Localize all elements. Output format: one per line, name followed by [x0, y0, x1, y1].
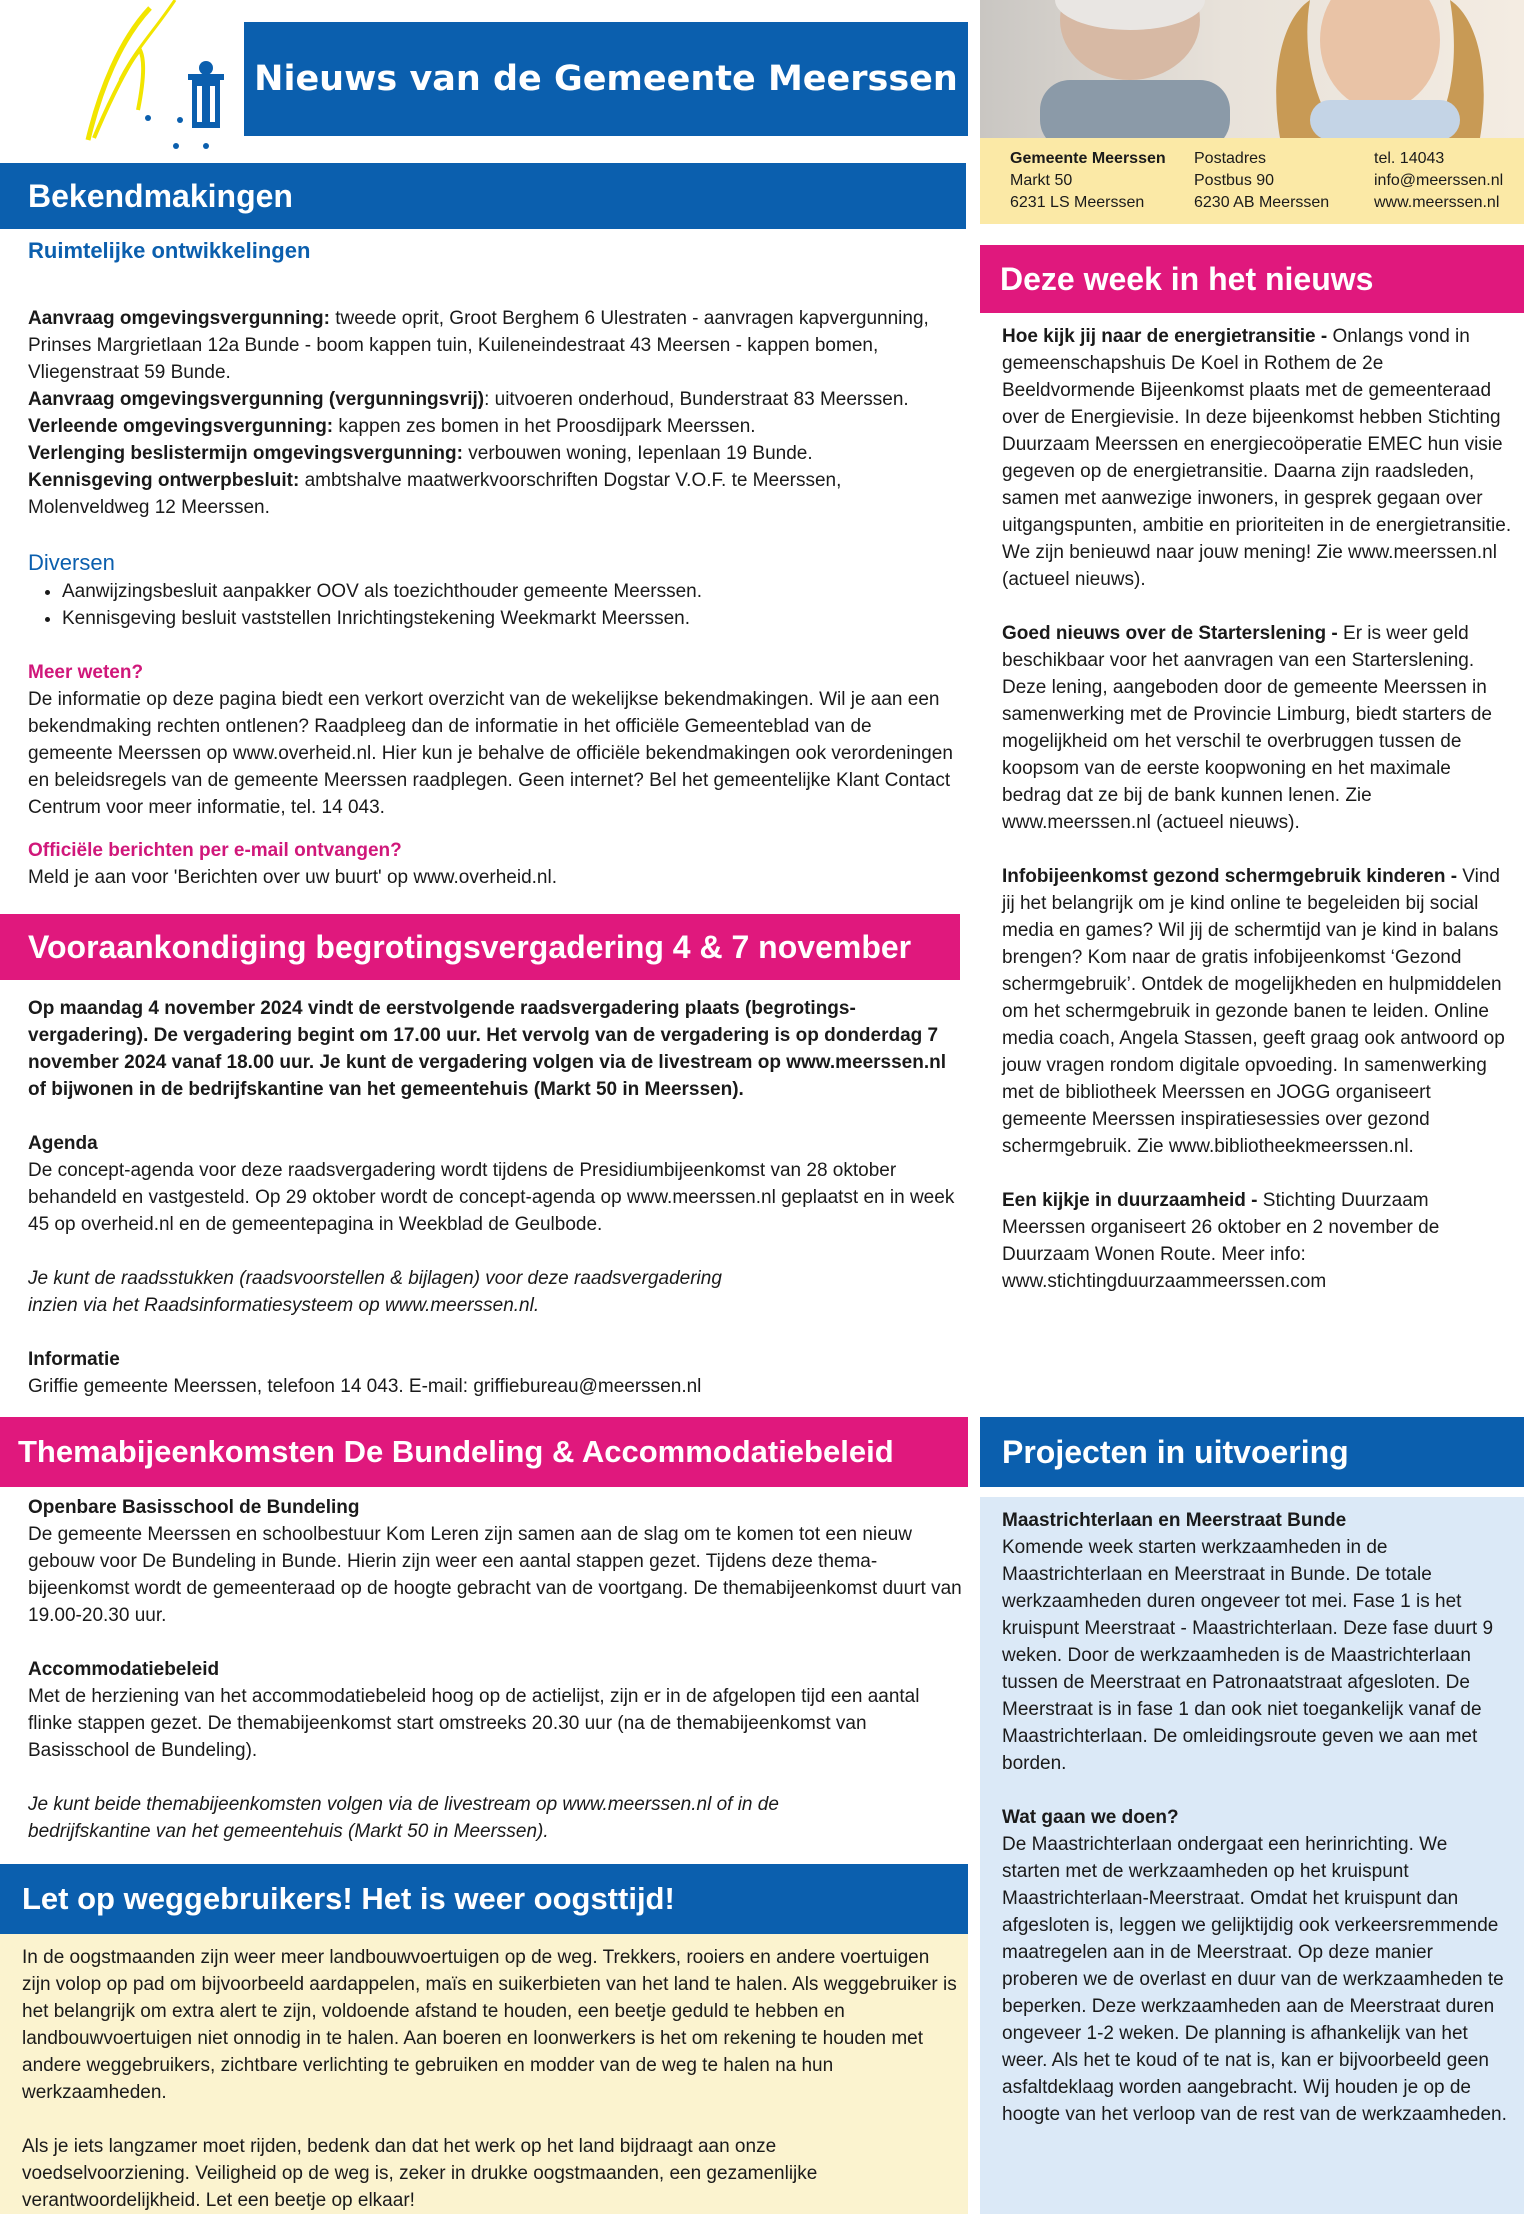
- nieuws-item: Een kijkje in duurzaamheid - Stichting Duurzaam Meerssen organiseert 26 oktober en 2 november de Duurzaam Wonen Route. Meer info: www.stichtingduurzaammeerssen.com: [1002, 1190, 1440, 1292]
- bekend-item: Aanvraag omgevingsvergunning (vergunningsvrij): uitvoeren onderhoud, Bunderstraat 83 Meerssen.: [28, 389, 909, 410]
- contact-postal-city: 6230 AB Meerssen: [1194, 194, 1330, 211]
- maastrichterlaan-text: Komende week starten werkzaamheden in de Maastrichterlaan en Meerstraat in Bunde. De totale werkzaamheden duren ongeveer tot mei. Fase 1 is het kruispunt Meerstraat - Maastrichterlaan. Deze fase duurt 9 weken. Door de werkzaamheden is de Maastrichterlaan tussen de Meerstraat en Patronaatstraat afgesloten. De Meerstraat is in fase 1 dan ook niet toegankelijk vanaf de Maastrichterlaan. De omleidingsroute geven we aan met borden.: [1002, 1537, 1494, 1774]
- oogst-text-1: In de oogstmaanden zijn weer meer landbouwvoertuigen op de weg. Trekkers, rooiers en andere voertuigen zijn volop op pad om bijvoorbeeld aardappelen, maïs en suikerbieten van het land te halen. Als weggebruiker is het belangrijk om extra alert te zijn, voldoende afstand te houden, een beetje geduld te hebben en landbouwvoertuigen niet onnodig in te halen. Aan boeren en loonwerkers is het om rekening te houden met andere weggebruikers, zichtbare verlichting te gebruiken en modder van de weg te halen na hun werkzaamheden.: [22, 1947, 957, 2103]
- projecten-band: [980, 1417, 1524, 1487]
- thema-band: [0, 1417, 968, 1487]
- begroting-title: Vooraankondiging begrotingsvergadering 4 & 7 november: [28, 928, 912, 965]
- email-text: Meld je aan voor 'Berichten over uw buurt' op www.overheid.nl.: [28, 867, 557, 888]
- agenda-heading: Agenda: [28, 1133, 98, 1154]
- oogst-content: [0, 1934, 968, 2214]
- projecten-content: [980, 1497, 1524, 2214]
- header-banner: [244, 22, 968, 136]
- begroting-content: [28, 995, 968, 1400]
- wat-gaan-we-doen-heading: Wat gaan we doen?: [1002, 1807, 1179, 1828]
- nieuws-item: Hoe kijk jij naar de energietransitie - Onlangs vond in gemeenschapshuis De Koel in Rothem de 2e Beeldvormende Bijeenkomst plaats met de gemeenteraad over de Energievisie. In deze bijeenkomst hebben Stichting Duurzaam Meerssen en energiecoöperatie EMEC hun visie gegeven op de energietransitie. Daarna zijn raadsleden, samen met aanwezige inwoners, in gesprek gegaan over uitgangspunten, ambitie en prioriteiten in de energietransitie. We zijn benieuwd naar jouw mening! Zie www.meerssen.nl (actueel nieuws).: [1002, 326, 1512, 590]
- bekend-item: Verleende omgevingsvergunning: kappen zes bomen in het Proosdijpark Meerssen.: [28, 416, 756, 437]
- nieuws-band: [980, 245, 1524, 313]
- bekendmakingen-title: Bekendmakingen: [28, 177, 293, 214]
- oogst-text-2: Als je iets langzamer moet rijden, bedenk dan dat het werk op het land bijdraagt aan onze voedselvoorziening. Veiligheid op de weg is, zeker in drukke oogstmaanden, een gezamenlijke verantwoordelijkheid. Let een beetje op elkaar!: [22, 2136, 818, 2211]
- contact-street: Markt 50: [1010, 172, 1073, 189]
- begroting-intro: Op maandag 4 november 2024 vindt de eerstvolgende raadsvergadering plaats (begrotings-vergadering). De vergadering begint om 17.00 uur. Het vervolg van de vergadering is op donderdag 7 november 2024 vanaf 18.00 uur. Je kunt de vergadering volgen via de livestream op www.meerssen.nl of bijwonen in de bedrijfskantine van het gemeentehuis (Markt 50 in Meerssen).: [28, 998, 947, 1100]
- meer-weten-heading: Meer weten?: [28, 662, 144, 683]
- contact-col-postal: [1194, 148, 1374, 224]
- meer-weten-text: De informatie op deze pagina biedt een verkort overzicht van de wekelijkse bekendmakingen. Wil je aan een bekendmaking rechten ontlenen? Raadpleeg dan de informatie in het officiële Gemeenteblad van de gemeente Meerssen op www.overheid.nl. Hier kun je behalve de officiële bekendmakingen ook verordeningen en beleidsregels van de gemeente Meerssen raadplegen. Geen internet? Bel het gemeentelijke Klant Contact Centrum voor meer informatie, tel. 14 043.: [28, 689, 953, 818]
- list-item: • Kennisgeving besluit vaststellen Inrichtingstekening Weekmarkt Meerssen.: [62, 605, 958, 632]
- nieuws-item: Goed nieuws over de Starterslening - Er is weer geld beschikbaar voor het aanvragen van een Starterslening. Deze lening, aangeboden door de gemeente Meerssen in samenwerking met de Provincie Limburg, biedt starters de mogelijkheid om het verschil te overbruggen tussen de koopsom van de eerste koopwoning en het maximale bedrag dat ze bij de bank kunnen lenen. Zie www.meerssen.nl (actueel nieuws).: [1002, 623, 1493, 833]
- contact-col-address: [1010, 148, 1194, 224]
- header-photo: [980, 0, 1524, 138]
- ruimtelijke-heading: Ruimtelijke ontwikkelingen: [28, 238, 311, 263]
- contact-website[interactable]: www.meerssen.nl: [1374, 194, 1500, 211]
- contact-phone: tel. 14043: [1374, 150, 1445, 167]
- thema-title: Themabijeenkomsten De Bundeling & Accommodatiebeleid: [18, 1434, 894, 1469]
- bundeling-text: De gemeente Meerssen en schoolbestuur Kom Leren zijn samen aan de slag om te komen tot een nieuw gebouw voor De Bundeling in Bunde. Hierin zijn weer een aantal stappen gezet. Tijdens deze thema-bijeenkomst wordt de gemeenteraad op de hoogte gebracht van de voortgang. De themabijeenkomst duurt van 19.00-20.30 uur.: [28, 1524, 962, 1626]
- email-heading: Officiële berichten per e-mail ontvangen?: [28, 840, 402, 861]
- contact-postbus: Postbus 90: [1194, 172, 1275, 189]
- bekend-item: Verlenging beslistermijn omgevingsvergunning: verbouwen woning, Iepenlaan 19 Bunde.: [28, 443, 813, 464]
- contact-city: 6231 LS Meerssen: [1010, 194, 1145, 211]
- list-item: • Aanwijzingsbesluit aanpakker OOV als toezichthouder gemeente Meerssen.: [62, 578, 958, 605]
- oogst-title: Let op weggebruikers! Het is weer oogsttijd!: [22, 1881, 675, 1916]
- bekendmakingen-band: [0, 163, 966, 229]
- nieuws-content: [1002, 323, 1512, 1295]
- nieuws-title: Deze week in het nieuws: [1000, 260, 1374, 297]
- municipality-logo: [80, 0, 240, 155]
- accommodatie-heading: Accommodatiebeleid: [28, 1659, 220, 1680]
- informatie-text: Griffie gemeente Meerssen, telefoon 14 043. E-mail: griffiebureau@meerssen.nl: [28, 1376, 702, 1397]
- diversen-heading: Diversen: [28, 550, 115, 575]
- begroting-band: [0, 914, 960, 980]
- livestream-text: Je kunt beide themabijeenkomsten volgen via de livestream op www.meerssen.nl of in de bedrijfskantine van het gemeentehuis (Markt 50 in Meerssen).: [28, 1794, 779, 1842]
- wat-gaan-we-doen-text: De Maastrichterlaan ondergaat een herinrichting. We starten met de werkzaamheden op het kruispunt Maastrichterlaan-Meerstraat. Omdat het kruispunt dan afgesloten is, leggen we gelijktijdig ook verkeersremmende maatregelen aan in de Meerstraat. Op deze manier proberen we de overlast en duur van de werkzaamheden te beperken. Deze werkzaamheden aan de Meerstraat duren ongeveer 1-2 weken. De planning is afhankelijk van het weer. Als het te koud of te nat is, kan er bijvoorbeeld geen asfaltdeklaag worden aangebracht. Wij houden je op de hoogte van het verloop van de rest van de werkzaamheden.: [1002, 1834, 1507, 2125]
- nieuws-item: Infobijeenkomst gezond schermgebruik kinderen - Vind jij het belangrijk om je kind online te begeleiden bij social media en games? Wil jij de schermtijd van je kind in balans brengen? Kom naar de gratis infobijeenkomst ‘Gezond schermgebruik’. Ontdek de mogelijkheden en hulpmiddelen om het schermgebruik in gezonde banen te leiden. Online media coach, Angela Stassen, geeft graag ook antwoord op jouw vragen rondom digitale opvoeding. In samenwerking met de bibliotheek Meerssen en JOGG organiseert gemeente Meerssen inspiratiesessies over gezond schermgebruik. Zie www.bibliotheekmeerssen.nl.: [1002, 866, 1505, 1157]
- maastrichterlaan-heading: Maastrichterlaan en Meerstraat Bunde: [1002, 1510, 1347, 1531]
- contact-col-online: [1374, 148, 1503, 224]
- bekend-item: Aanvraag omgevingsvergunning: tweede oprit, Groot Berghem 6 Ulestraten - aanvragen kapvergunning, Prinses Margrietlaan 12a Bunde - boom kappen tuin, Kuileneindestraat 43 Meersen - kappen bomen, Vliegenstraat 59 Bunde.: [28, 308, 929, 383]
- bekend-item: Kennisgeving ontwerpbesluit: ambtshalve maatwerkvoorschriften Dogstar V.O.F. te Meerssen, Molenveldweg 12 Meerssen.: [28, 470, 842, 518]
- oogst-band: [0, 1864, 968, 1934]
- raadsstukken-text: Je kunt de raadsstukken (raadsvoorstellen & bijlagen) voor deze raadsvergadering inzien via het Raadsinformatiesysteem op www.meerssen.nl.: [28, 1268, 722, 1316]
- header-title: Nieuws van de Gemeente Meerssen: [254, 59, 958, 99]
- accommodatie-text: Met de herziening van het accommodatiebeleid hoog op de actielijst, zijn er in de afgelopen tijd een aantal flinke stappen gezet. De themabijeenkomst start omstreeks 20.30 uur (na de themabijeenkomst van Basisschool de Bundeling).: [28, 1686, 920, 1761]
- agenda-text: De concept-agenda voor deze raadsvergadering wordt tijdens de Presidiumbijeenkomst van 28 oktober behandeld en vastgesteld. Op 29 oktober wordt de concept-agenda op www.meerssen.nl geplaatst en in week 45 op overheid.nl en de gemeentepagina in Weekblad de Geulbode.: [28, 1160, 955, 1235]
- bekendmakingen-content: [28, 236, 958, 891]
- thema-content: [28, 1494, 963, 1845]
- contact-name: Gemeente Meerssen: [1010, 150, 1166, 167]
- diversen-list: [28, 578, 958, 632]
- contact-email[interactable]: info@meerssen.nl: [1374, 172, 1504, 189]
- bundeling-heading: Openbare Basisschool de Bundeling: [28, 1497, 360, 1518]
- contact-block: [980, 138, 1524, 224]
- contact-postal-label: Postadres: [1194, 150, 1267, 167]
- projecten-title: Projecten in uitvoering: [1002, 1433, 1349, 1470]
- informatie-heading: Informatie: [28, 1349, 120, 1370]
